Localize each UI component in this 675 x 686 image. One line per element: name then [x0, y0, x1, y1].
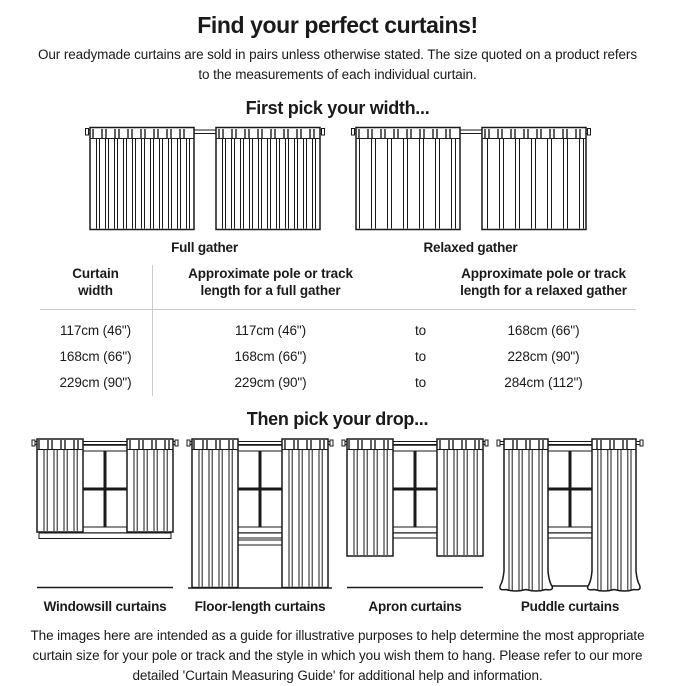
column-header-curtain-width: Curtain width — [40, 265, 152, 310]
gather-illustrations-row — [0, 126, 675, 255]
windowsill-curtains-figure — [31, 437, 179, 614]
cell-to-row2: to — [414, 349, 427, 365]
full-gather-curtains-icon — [85, 126, 325, 232]
puddle-curtains-figure — [496, 437, 644, 614]
cell-relaxed-row2: 228cm (90") — [507, 349, 580, 365]
cell-relaxed-row3: 284cm (112") — [504, 375, 583, 391]
relaxed-gather-curtains-icon — [351, 126, 591, 232]
drop-illustrations-row — [0, 437, 675, 614]
cell-width-row3: 229cm (90") — [59, 375, 132, 391]
relaxed-gather-caption: Relaxed gather — [423, 239, 518, 255]
drop-section-heading: Then pick your drop... — [246, 409, 429, 430]
column-header-relaxed-gather: Approximate pole or track length for a relaxed gather — [452, 265, 636, 310]
full-gather-figure — [85, 126, 325, 255]
intro-text: Our readymade curtains are sold in pairs unless otherwise stated. The size quoted on a product refers to the measurements of each individual curtain. — [38, 47, 637, 82]
floor-length-curtains-caption: Floor-length curtains — [194, 599, 326, 615]
cell-relaxed-row1: 168cm (66") — [507, 323, 580, 339]
page-title: Find your perfect curtains! — [197, 12, 478, 38]
cell-to-row1: to — [414, 323, 427, 339]
relaxed-gather-figure — [351, 126, 591, 255]
cell-width-row2: 168cm (66") — [59, 349, 132, 365]
width-section-heading: First pick your width... — [245, 97, 430, 118]
apron-curtains-icon — [341, 437, 489, 593]
cell-full-row3: 229cm (90") — [234, 375, 307, 391]
windowsill-curtains-caption: Windowsill curtains — [43, 599, 167, 615]
full-gather-caption: Full gather — [171, 239, 238, 255]
windowsill-curtains-icon — [31, 437, 179, 593]
floor-length-curtains-figure — [186, 437, 334, 614]
column-header-spacer — [390, 265, 452, 310]
table-column-divider — [152, 265, 153, 396]
cell-width-row1: 117cm (46") — [60, 323, 131, 339]
puddle-curtains-icon — [496, 437, 644, 593]
curtain-size-table — [40, 265, 636, 396]
floor-length-curtains-icon — [186, 437, 334, 593]
footer-note: The images here are intended as a guide for illustrative purposes to help determine the most appropriate curtain size for your pole or track and the style in which you wish them to hang. Please refer to our more detailed 'Curtain Measuring Guide' for additional help and information. — [30, 628, 645, 683]
cell-full-row1: 117cm (46") — [235, 323, 306, 339]
cell-to-row3: to — [414, 375, 427, 391]
apron-curtains-figure — [341, 437, 489, 614]
apron-curtains-caption: Apron curtains — [368, 599, 462, 615]
puddle-curtains-caption: Puddle curtains — [520, 599, 620, 615]
column-header-full-gather: Approximate pole or track length for a full gather — [152, 265, 390, 310]
cell-full-row2: 168cm (66") — [234, 349, 307, 365]
